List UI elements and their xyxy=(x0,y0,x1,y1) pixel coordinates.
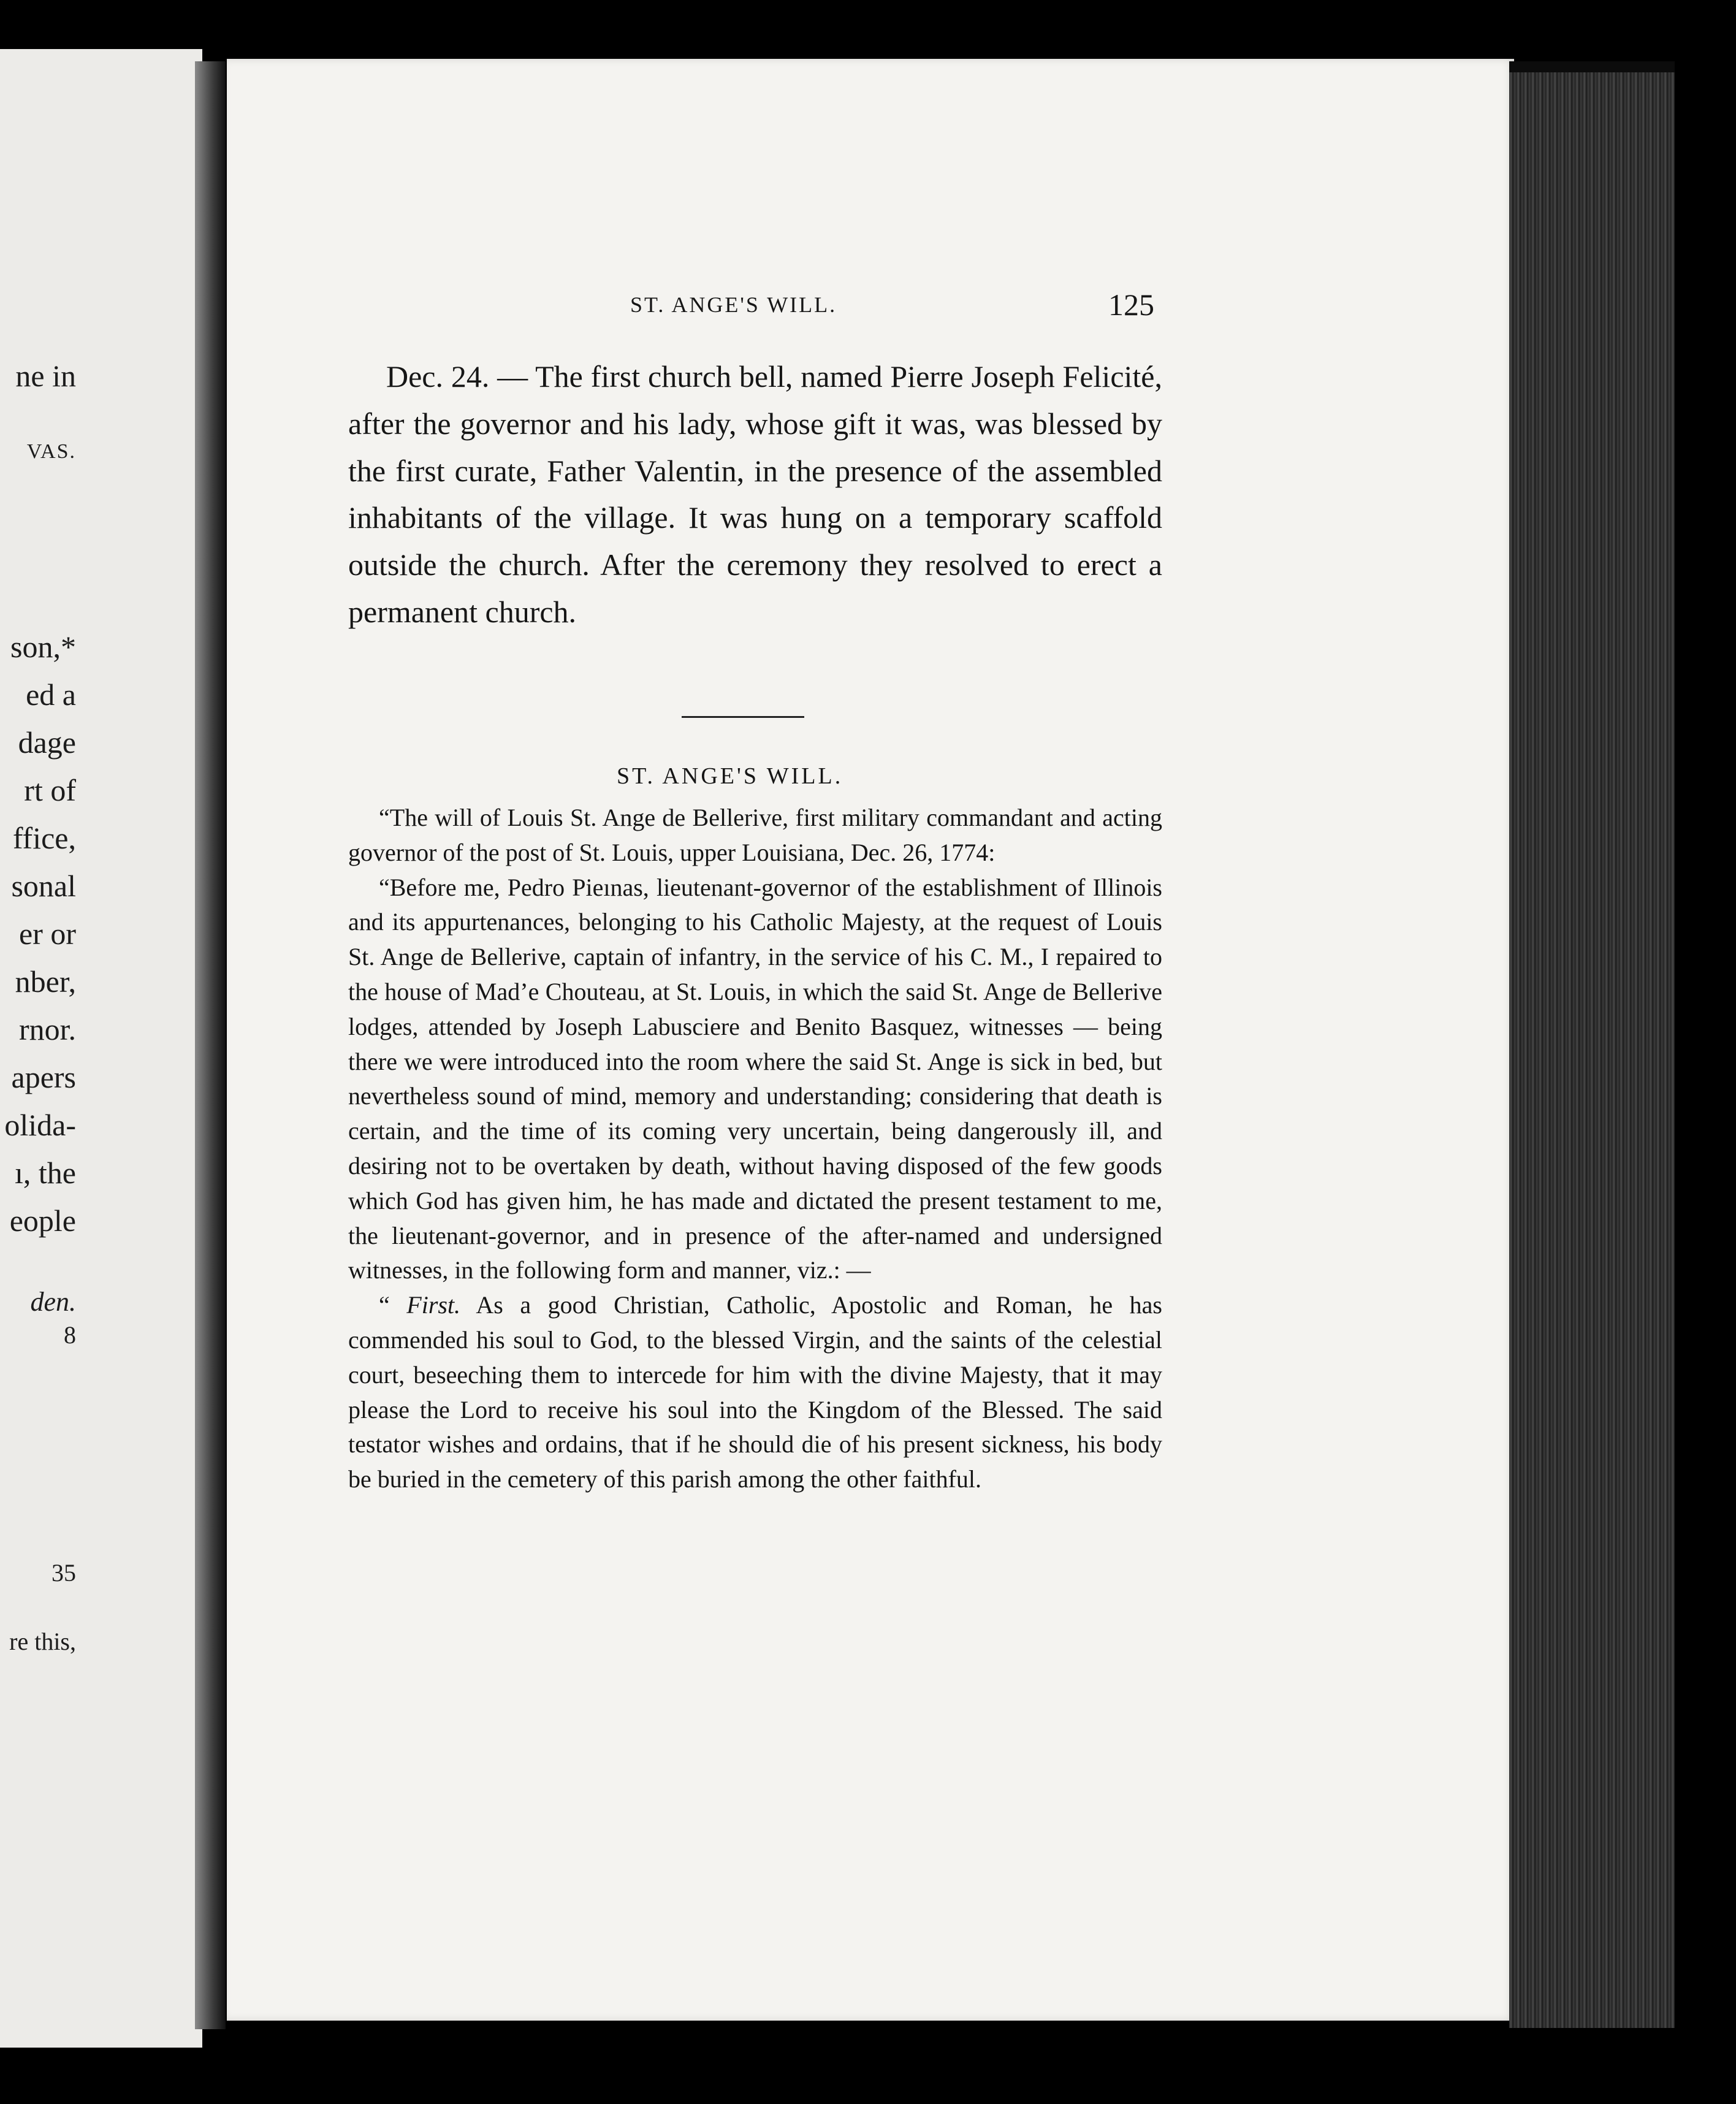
opening-paragraph-block xyxy=(348,353,1162,636)
left-page-fragment: ed a xyxy=(26,677,76,712)
will-paragraph: “The will of Louis St. Ange de Bellerive, first military commandant and acting governor of the post of St. Louis, upper Louisiana, Dec. 26, 1774: xyxy=(348,804,1162,866)
book-page-edges xyxy=(1509,72,1675,2028)
page-number: 125 xyxy=(1108,288,1154,322)
left-page-fragment: apers xyxy=(11,1060,76,1094)
left-page-fragment: rnor. xyxy=(18,1012,76,1046)
left-page-fragment: olida- xyxy=(4,1108,76,1142)
book-gutter xyxy=(195,61,226,2029)
left-page-fragment: nber, xyxy=(15,964,76,999)
left-page-fragment: re this, xyxy=(9,1628,76,1655)
left-page-fragment: sonal xyxy=(11,869,76,903)
quote-mark: “ xyxy=(379,1291,407,1319)
opening-paragraph: Dec. 24. — The first church bell, named Pierre Joseph Felicité, after the governor and his lady, whose gift it was, was blessed by the first curate, Father Valentin, in the presence of the assembled inhabitants of the village. It was hung on a temporary scaffold outside the church. After the ceremony they resolved to erect a permanent church. xyxy=(348,359,1162,629)
left-page-fragment: rt of xyxy=(24,773,76,807)
will-text-block xyxy=(348,801,1162,1497)
left-page-fragment: ffice, xyxy=(12,821,76,855)
running-head: ST. ANGE'S WILL. xyxy=(630,292,837,317)
will-paragraph: “Before me, Pedro Pieınas, lieutenant-governor of the establishment of Illinois and its appurtenances, belonging to his Catholic Majesty, at the request of Louis St. Ange de Bellerive, captain of infantry, in the service of his C. M., I repaired to the house of Mad’e Chouteau, at St. Louis, in which the said St. Ange de Bellerive lodges, attended by Joseph Labusciere and Benito Basquez, witnesses — being there we were introduced into the room where the said St. Ange is sick in bed, but nevertheless sound of mind, memory and understanding; considering that death is certain, and the time of its coming very uncertain, being dangerously ill, and desiring not to be overtaken by death, without having disposed of the few goods which God has given him, he has made and dictated the present testament to me, the lieutenant-governor, and in presence of the after-named and undersigned witnesses, in the following form and manner, viz.: — xyxy=(348,873,1162,1284)
will-paragraph-text: As a good Christian, Catholic, Apostolic and Roman, he has commended his soul to God, to the blessed Virgin, and the saints of the celestial court, beseeching them to intercede for him with the divine Majesty, that it may please the Lord to receive his soul into the Kingdom of the Blessed. The said testator wishes and ordains, that if he should die of his present sickness, his body be buried in the cemetery of this parish among the other faithful. xyxy=(348,1291,1162,1493)
left-page-fragment: dage xyxy=(18,725,76,760)
left-page-fragment: den. xyxy=(30,1287,76,1317)
left-page-fragment: son,* xyxy=(10,630,76,664)
section-divider xyxy=(682,716,804,718)
left-page-fragment: 35 xyxy=(51,1559,76,1587)
first-heading: First. xyxy=(406,1291,461,1319)
left-page-fragment: er or xyxy=(19,917,76,951)
left-page-fragment: ı, the xyxy=(15,1156,76,1190)
left-page-fragment: VAS. xyxy=(26,440,76,463)
section-title: ST. ANGE'S WILL. xyxy=(617,763,843,789)
left-page-fragment: ne in xyxy=(15,359,76,393)
left-page-fragment: 8 xyxy=(64,1321,76,1349)
left-page-fragment: eople xyxy=(9,1203,76,1238)
will-paragraph xyxy=(348,1288,1162,1497)
previous-page xyxy=(0,49,202,2048)
